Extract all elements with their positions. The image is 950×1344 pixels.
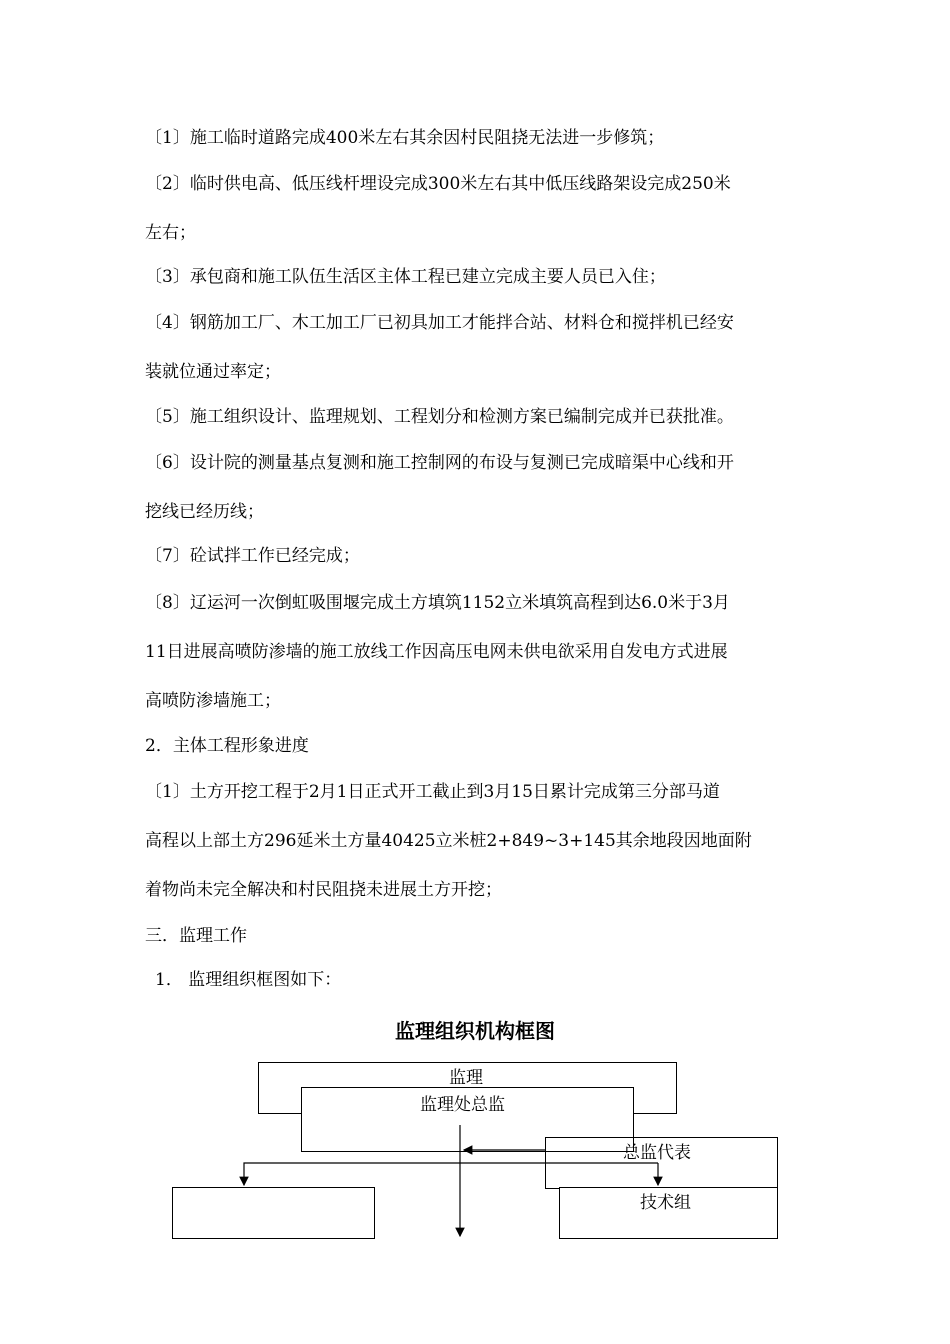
paragraph-line: 装就位通过率定； bbox=[145, 362, 281, 382]
paragraph-line: 挖线已经历线； bbox=[145, 502, 264, 522]
paragraph-line: 〔2〕临时供电高、低压线杆埋设完成300米左右其中低压线路架设完成250米 bbox=[145, 174, 731, 194]
org-chart-title: 监理组织机构框图 bbox=[395, 1019, 555, 1043]
paragraph-line: 〔4〕钢筋加工厂、木工加工厂已初具加工才能拌合站、材料仓和搅拌机已经安 bbox=[145, 313, 734, 333]
box-supervision-label: 监理 bbox=[449, 1068, 483, 1088]
paragraph-line: 〔3〕承包商和施工队伍生活区主体工程已建立完成主要人员已入住； bbox=[145, 267, 666, 287]
paragraph-line: 〔6〕设计院的测量基点复测和施工控制网的布设与复测已完成暗渠中心线和开 bbox=[145, 453, 734, 473]
section-heading: 三．监理工作 bbox=[145, 926, 247, 946]
paragraph-line: 〔8〕辽运河一次倒虹吸围堰完成土方填筑1152立米填筑高程到达6.0米于3月 bbox=[145, 593, 730, 613]
paragraph-line: 着物尚未完全解决和村民阻挠未进展土方开挖； bbox=[145, 880, 502, 900]
paragraph-line: 高喷防渗墙施工； bbox=[145, 691, 281, 711]
paragraph-line: 〔1〕土方开挖工程于2月1日正式开工截止到3月15日累计完成第三分部马道 bbox=[145, 782, 720, 802]
paragraph-line: 11日进展高喷防渗墙的施工放线工作因高压电网未供电欲采用自发电方式进展 bbox=[145, 642, 728, 662]
box-deputy-chief-label: 总监代表 bbox=[623, 1143, 691, 1163]
paragraph-line: 高程以上部土方296延米土方量40425立米桩2+849~3+145其余地段因地面附 bbox=[145, 831, 752, 851]
left-branch-arrow bbox=[244, 1163, 545, 1185]
paragraph-line: 左右； bbox=[145, 223, 196, 243]
box-chief-supervisor-label: 监理处总监 bbox=[420, 1095, 505, 1115]
paragraph-line: 〔5〕施工组织设计、监理规划、工程划分和检测方案已编制完成并已获批准。 bbox=[145, 407, 734, 427]
list-item: 1． 监理组织框图如下： bbox=[155, 970, 342, 990]
box-technical-group-label: 技术组 bbox=[640, 1193, 691, 1213]
paragraph-line: 〔1〕施工临时道路完成400米左右其余因村民阻挠无法进一步修筑； bbox=[145, 128, 665, 148]
paragraph-line: 〔7〕砼试拌工作已经完成； bbox=[145, 546, 360, 566]
section-heading: 2．主体工程形象进度 bbox=[145, 736, 309, 756]
